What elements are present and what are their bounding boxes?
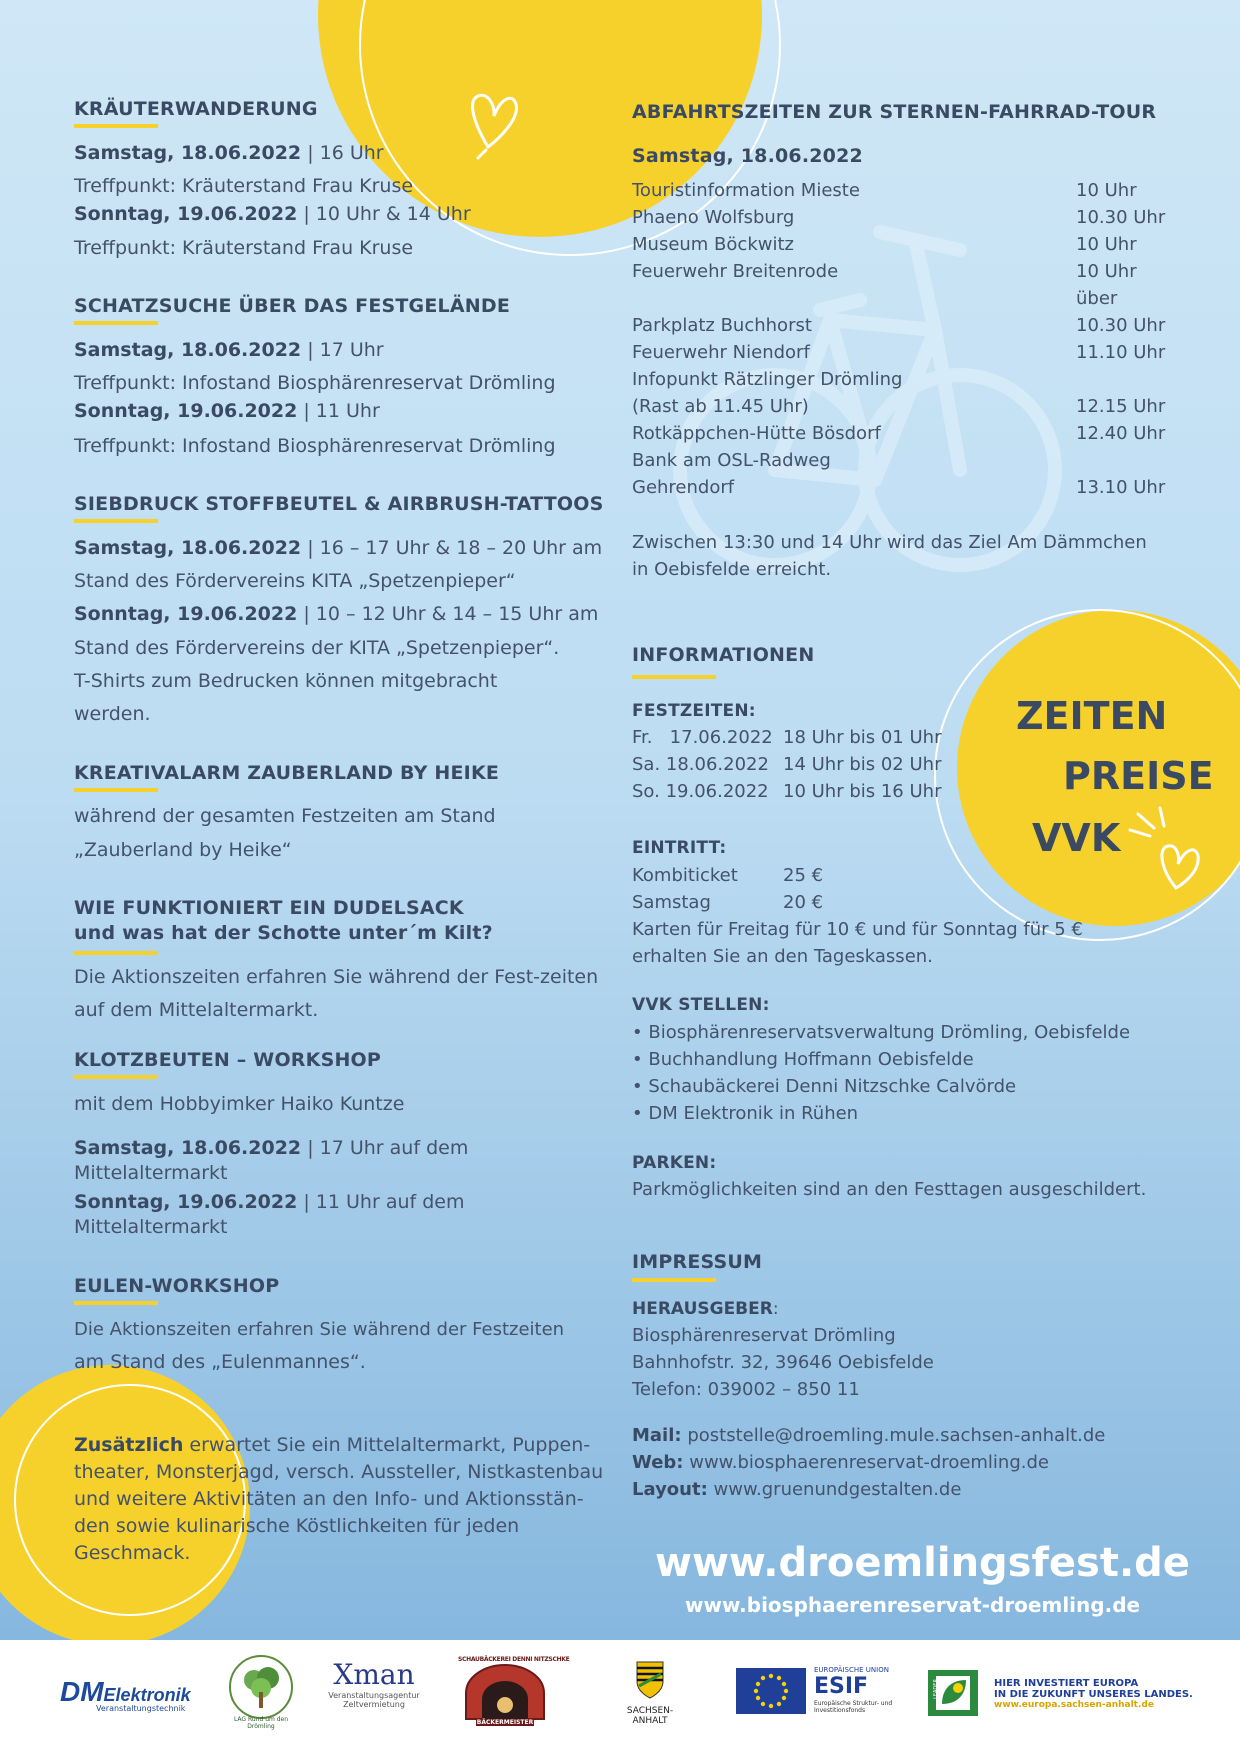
xman-logo [324,1658,424,1709]
dudel-title: WIE FUNKTIONIERT EIN DUDELSACK [74,897,464,919]
time-text: | 17 Uhr auf dem [301,1137,469,1159]
heading-underline [74,1075,158,1079]
siebdruck-date-1 [74,536,602,560]
eu-flag-icon [736,1668,806,1714]
impressum-mail [632,1424,1105,1448]
eintritt-name: Kombiticket [632,865,738,886]
tour-stop-place: Feuerwehr Breitenrode [632,261,839,282]
vvk-label: VVK STELLEN: [632,995,770,1015]
eintritt-label: EINTRITT: [632,838,727,858]
tour-stop-time: 12.40 Uhr [1076,423,1166,444]
kraeuter-title: KRÄUTERWANDERUNG [74,98,318,120]
baecker-bottom: BÄCKERMEISTER [476,1719,534,1726]
info-title: INFORMATIONEN [632,644,815,666]
klotz-date-1-line-2: Mittelaltermarkt [74,1162,228,1184]
schatz-meet-1: Treffpunkt: Infostand Biosphärenreservat Drömling [74,372,556,394]
sachsen-anhalt-logo [612,1660,688,1726]
date-label: Samstag, 18.06.2022 [74,537,302,559]
eintritt-price: 20 € [783,892,824,913]
dudel-line-2: auf dem Mittelaltermarkt. [74,999,319,1021]
heading-underline [74,124,158,128]
layout-label: Layout: [632,1479,708,1500]
heading-underline [74,1301,158,1305]
heading-underline [74,519,158,523]
invest-line-2: IN DIE ZUKUNFT UNSERES LANDES. [994,1689,1193,1700]
tour-stop-time: 11.10 Uhr [1076,342,1166,363]
schatz-meet-2: Treffpunkt: Infostand Biosphärenreservat Drömling [74,435,556,457]
tour-stop-place: Rotkäppchen-Hütte Bösdorf [632,423,881,444]
parken-text: Parkmöglichkeiten sind an den Festtagen ausgeschildert. [632,1179,1147,1200]
sachsen-text: SACHSEN-ANHALT [626,1706,674,1726]
zusatz-line-1 [74,1433,590,1457]
lag-logo [228,1654,294,1730]
zusatz-line-5: Geschmack. [74,1542,191,1564]
vvk-item: • Schaubäckerei Denni Nitzschke Calvörde [632,1076,1017,1097]
tour-note-2: in Oebisfelde erreicht. [632,559,832,580]
zusatz-line-2: theater, Monsterjagd, versch. Aussteller, Nistkastenbau [74,1461,604,1483]
tour-note-1: Zwischen 13:30 und 14 Uhr wird das Ziel Am Dämmchen [632,532,1147,553]
kraeuter-meet-1: Treffpunkt: Kräuterstand Frau Kruse [74,175,414,197]
impressum-title: IMPRESSUM [632,1251,763,1273]
time-text: | 17 Uhr [301,339,384,361]
esif-sub-1: Europäische Struktur- und [814,1700,893,1707]
dm-text: DM [60,1676,104,1707]
dm-sub-text: Veranstaltungstechnik [96,1704,186,1713]
baecker-top: SCHAUBÄCKEREI DENNI NITZSCHKE [458,1656,570,1663]
herausgeber-label [632,1297,779,1321]
date-label: Samstag, 18.06.2022 [74,1137,302,1159]
dudel-line-1: Die Aktionszeiten erfahren Sie während der Fest-zeiten [74,966,599,988]
kraeuter-meet-2: Treffpunkt: Kräuterstand Frau Kruse [74,237,414,259]
tour-stop-place: Gehrendorf [632,477,735,498]
siebdruck-line-5: T-Shirts zum Bedrucken können mitgebracht [74,670,498,692]
tour-stop-time: 12.15 Uhr [1076,396,1166,417]
impressum-layout [632,1478,961,1502]
time-text: | 11 Uhr auf dem [297,1191,465,1213]
siebdruck-line-6: werden. [74,703,151,725]
eulen-line-2: am Stand des „Eulenmannes“. [74,1351,366,1373]
invest-line-1: HIER INVESTIERT EUROPA [994,1678,1139,1689]
fest-day: So. 19.06.2022 [632,781,769,802]
fest-time: 10 Uhr bis 16 Uhr [783,781,942,802]
mail-label: Mail: [632,1425,682,1446]
heading-underline [74,321,158,325]
siebdruck-date-2 [74,602,598,626]
time-text: | 10 – 12 Uhr & 14 – 15 Uhr am [297,603,599,625]
xman-text: Xman [333,1658,415,1691]
zusatz-bold: Zusätzlich [74,1434,184,1456]
heading-underline [74,951,158,955]
heading-underline [74,788,158,792]
eu-top-text: EUROPÄISCHE UNION [814,1666,889,1674]
karten-line-1: Karten für Freitag für 10 € und für Sonntag für 5 € [632,919,1083,940]
tour-title: ABFAHRTSZEITEN ZUR STERNEN-FAHRRAD-TOUR [632,101,1157,123]
main-url[interactable]: www.droemlingsfest.de [655,1540,1190,1586]
invest-europa-text [994,1678,1193,1710]
date-label: Sonntag, 19.06.2022 [74,603,298,625]
impressum-line-1: Biosphärenreservat Drömling [632,1325,896,1346]
time-text: | 16 Uhr [301,142,384,164]
kreativ-line-2: „Zauberland by Heike“ [74,839,292,861]
eulen-title: EULEN-WORKSHOP [74,1275,280,1297]
eulen-line-1: Die Aktionszeiten erfahren Sie während der Festzeiten [74,1319,565,1340]
date-label: Sonntag, 19.06.2022 [74,1191,298,1213]
festzeiten-label: FESTZEITEN: [632,701,756,721]
schatz-date-2 [74,399,380,423]
tour-stop-place: Infopunkt Rätzlinger Drömling [632,369,903,390]
tour-date: Samstag, 18.06.2022 [632,145,863,167]
badge-preise: PREISE [1063,754,1214,798]
layout-link[interactable]: www.gruenundgestalten.de [707,1479,962,1500]
date-label: Samstag, 18.06.2022 [74,142,302,164]
kraeuter-date-1 [74,141,384,165]
impressum-line-3: Telefon: 039002 – 850 11 [632,1379,860,1400]
siebdruck-line-2: Stand des Fördervereins KITA „Spetzenpieper“ [74,570,516,592]
esif-sub-2: Investitionsfonds [814,1707,866,1714]
time-text: | 16 – 17 Uhr & 18 – 20 Uhr am [301,537,603,559]
tour-stop-place: Museum Böckwitz [632,234,794,255]
eintritt-name: Samstag [632,892,711,913]
xman-sub-2: Zeltvermietung [343,1700,405,1709]
date-label: Sonntag, 19.06.2022 [74,400,298,422]
impressum-web [632,1451,1049,1475]
dm-elektronik-logo [60,1676,191,1713]
dudel-subtitle: und was hat der Schotte unter´m Kilt? [74,922,493,944]
xman-sub-1: Veranstaltungsagentur [328,1691,420,1700]
vvk-item: • DM Elektronik in Rühen [632,1103,859,1124]
baeckerei-logo [458,1656,570,1726]
tree-icon [228,1654,294,1724]
schatz-date-1 [74,338,384,362]
leader-text: LEADER [932,1679,939,1699]
tour-stop-place: Touristinformation Mieste [632,180,860,201]
fest-time: 14 Uhr bis 02 Uhr [783,754,942,775]
herausgeber-colon: : [772,1299,779,1319]
esif-logo [736,1668,898,1716]
lag-text: LAG Rund um den Drömling [233,1716,289,1730]
parken-label: PARKEN: [632,1153,717,1173]
date-label: Sonntag, 19.06.2022 [74,203,298,225]
tour-stop-time: 10.30 Uhr [1076,315,1166,336]
kraeuter-date-2 [74,202,471,226]
heading-underline [632,675,716,679]
tour-stop-place: (Rast ab 11.45 Uhr) [632,396,809,417]
klotz-line-1: mit dem Hobbyimker Haiko Kuntze [74,1093,405,1115]
esif-text: ESIF [814,1674,869,1699]
fest-day: Sa. 18.06.2022 [632,754,769,775]
web-link[interactable]: www.biosphaerenreservat-droemling.de [683,1452,1049,1473]
tour-stop-time: 10 Uhr [1076,180,1137,201]
sub-url[interactable]: www.biosphaerenreservat-droemling.de [685,1593,1141,1617]
tour-stop-place: Phaeno Wolfsburg [632,207,795,228]
klotz-date-2 [74,1190,465,1214]
klotz-date-2-line-2: Mittelaltermarkt [74,1216,228,1238]
fest-time: 18 Uhr bis 01 Uhr [783,727,942,748]
heading-underline [632,127,716,131]
dm-elektronik-text: Elektronik [103,1685,191,1705]
bakery-oven-icon [458,1663,552,1721]
badge-vvk: VVK [1032,816,1121,860]
time-text: | 10 Uhr & 14 Uhr [297,203,471,225]
web-label: Web: [632,1452,684,1473]
kreativ-title: KREATIVALARM ZAUBERLAND BY HEIKE [74,762,500,784]
mail-link[interactable]: poststelle@droemling.mule.sachsen-anhalt.de [681,1425,1106,1446]
badge-zeiten: ZEITEN [1016,694,1168,738]
date-label: Samstag, 18.06.2022 [74,339,302,361]
herausgeber-bold: HERAUSGEBER [632,1299,773,1319]
fest-day: Fr. 17.06.2022 [632,727,773,748]
invest-line-3[interactable]: www.europa.sachsen-anhalt.de [994,1700,1154,1710]
karten-line-2: erhalten Sie an den Tageskassen. [632,946,933,967]
impressum-line-2: Bahnhofstr. 32, 39646 Oebisfelde [632,1352,934,1373]
tour-stop-time: 13.10 Uhr [1076,477,1166,498]
tour-stop-place: Parkplatz Buchhorst [632,315,812,336]
tour-stop-time: 10 Uhr [1076,234,1137,255]
vvk-item: • Biosphärenreservatsverwaltung Drömling, Oebisfelde [632,1022,1131,1043]
heading-underline [632,1278,716,1282]
eintritt-price: 25 € [783,865,824,886]
klotz-title: KLOTZBEUTEN – WORKSHOP [74,1049,382,1071]
vvk-item: • Buchhandlung Hoffmann Oebisfelde [632,1049,974,1070]
coat-of-arms-icon [635,1660,665,1700]
leader-logo [928,1670,978,1716]
tour-stop-place: Feuerwehr Niendorf [632,342,810,363]
tour-stop-time: 10.30 Uhr [1076,207,1166,228]
tour-stop-place: Bank am OSL-Radweg [632,450,831,471]
tour-stop-time: über [1076,288,1118,309]
kreativ-line-1: während der gesamten Festzeiten am Stand [74,805,496,827]
zusatz-line-4: den sowie kulinarische Köstlichkeiten für jeden [74,1515,520,1537]
zusatz-text: erwartet Sie ein Mittelaltermarkt, Puppen- [183,1434,591,1456]
zusatz-line-3: und weitere Aktivitäten an den Info- und Aktionsstän- [74,1488,584,1510]
tour-stop-time: 10 Uhr [1076,261,1137,282]
schatz-title: SCHATZSUCHE ÜBER DAS FESTGELÄNDE [74,295,510,317]
siebdruck-title: SIEBDRUCK STOFFBEUTEL & AIRBRUSH-TATTOOS [74,493,604,515]
time-text: | 11 Uhr [297,400,380,422]
siebdruck-line-4: Stand des Fördervereins der KITA „Spetzenpieper“. [74,637,560,659]
klotz-date-1 [74,1136,468,1160]
sponsor-footer [0,1640,1240,1754]
